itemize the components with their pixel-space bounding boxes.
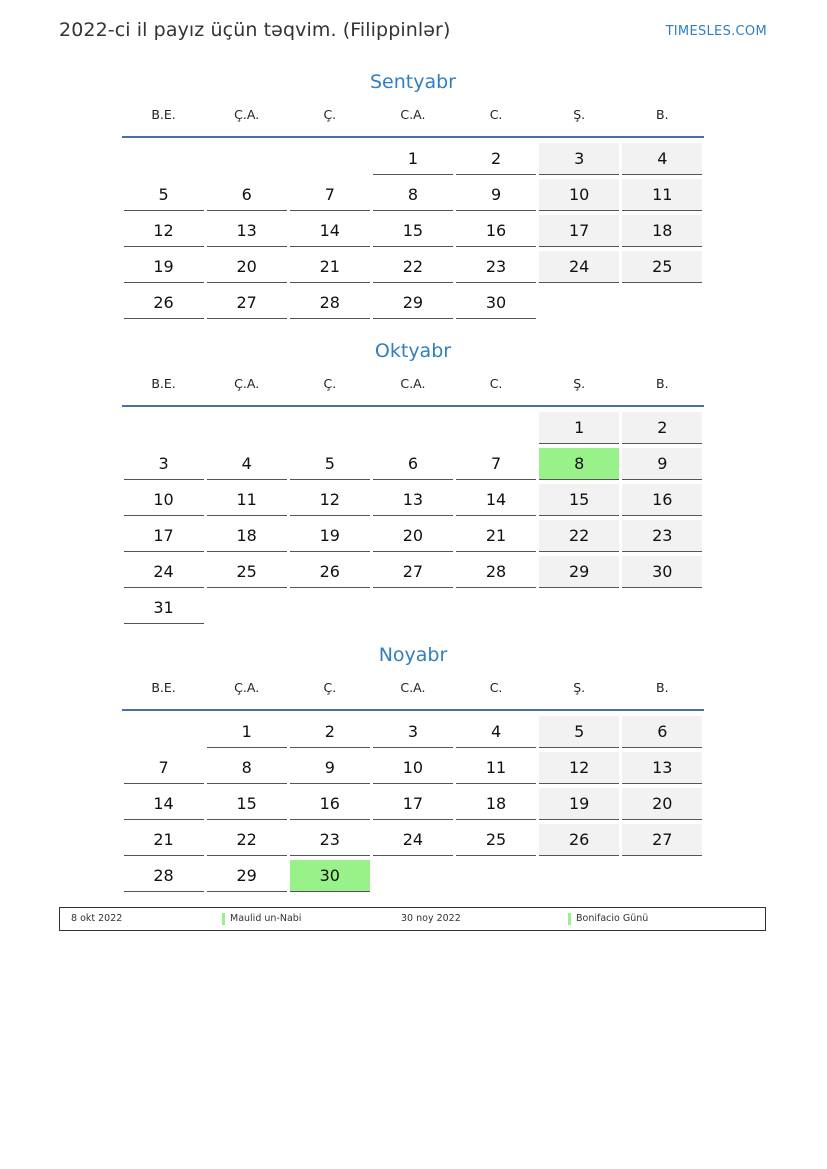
day-number: 16 — [290, 788, 370, 820]
day-number: 27 — [622, 824, 702, 856]
weekday-label: B. — [656, 107, 669, 122]
day-cell — [122, 484, 205, 520]
legend-date: 30 noy 2022 — [401, 913, 461, 924]
day-cell — [538, 520, 621, 556]
day-number: 1 — [373, 143, 453, 175]
day-number: 7 — [124, 752, 204, 784]
day-cell — [621, 251, 704, 287]
day-number: 6 — [622, 716, 702, 748]
day-number: 26 — [290, 556, 370, 588]
day-cell — [538, 412, 621, 448]
weekday-header — [122, 673, 704, 711]
weekday-label: Ç.A. — [234, 107, 260, 122]
empty-cell — [288, 143, 371, 179]
day-number: 10 — [373, 752, 453, 784]
day-cell — [538, 824, 621, 860]
day-cell — [288, 215, 371, 251]
day-number: 17 — [539, 215, 619, 247]
day-cell — [288, 520, 371, 556]
holiday-color-marker — [568, 913, 571, 925]
day-cell — [455, 520, 538, 556]
day-number: 30 — [456, 287, 536, 319]
day-cell — [288, 179, 371, 215]
day-number: 21 — [456, 520, 536, 552]
day-cell — [371, 448, 454, 484]
day-grid — [122, 716, 704, 896]
month-title: Noyabr — [378, 644, 448, 666]
weekday-label: B.E. — [151, 107, 176, 122]
day-cell — [205, 824, 288, 860]
day-number: 29 — [539, 556, 619, 588]
day-number: 4 — [207, 448, 287, 480]
weekday-header — [122, 100, 704, 138]
day-cell — [122, 752, 205, 788]
day-number: 16 — [622, 484, 702, 516]
day-number: 28 — [124, 860, 204, 892]
weekday-label: C.A. — [400, 376, 426, 391]
day-cell — [205, 860, 288, 896]
day-number: 9 — [456, 179, 536, 211]
month-october — [122, 337, 704, 628]
day-cell — [205, 556, 288, 592]
weekday-label: C. — [489, 107, 503, 122]
day-number: 22 — [539, 520, 619, 552]
day-number: 13 — [373, 484, 453, 516]
day-cell — [288, 556, 371, 592]
day-cell — [455, 556, 538, 592]
day-number: 16 — [456, 215, 536, 247]
day-cell — [288, 484, 371, 520]
day-cell — [205, 788, 288, 824]
day-number: 26 — [124, 287, 204, 319]
legend-holiday-name: Maulid un-Nabi — [230, 913, 302, 924]
site-link[interactable]: TIMESLES.COM — [665, 24, 767, 39]
day-cell — [621, 143, 704, 179]
weekday-label: Ş. — [573, 680, 586, 695]
day-cell — [122, 556, 205, 592]
weekday-label: B.E. — [151, 680, 176, 695]
day-cell — [538, 215, 621, 251]
holiday-day-cell — [288, 860, 371, 896]
empty-cell — [122, 412, 205, 448]
weekday-label: C.A. — [400, 107, 426, 122]
day-number: 19 — [124, 251, 204, 283]
day-number: 8 — [539, 448, 619, 480]
day-cell — [122, 287, 205, 323]
day-cell — [371, 752, 454, 788]
day-number: 2 — [456, 143, 536, 175]
day-number: 24 — [124, 556, 204, 588]
day-cell — [621, 412, 704, 448]
day-number: 4 — [622, 143, 702, 175]
day-number: 3 — [124, 448, 204, 480]
day-cell — [288, 824, 371, 860]
day-number: 31 — [124, 592, 204, 624]
day-number: 22 — [373, 251, 453, 283]
day-cell — [371, 484, 454, 520]
day-cell — [538, 752, 621, 788]
day-cell — [205, 448, 288, 484]
day-number: 23 — [622, 520, 702, 552]
day-number: 11 — [456, 752, 536, 784]
day-number: 18 — [456, 788, 536, 820]
day-cell — [371, 716, 454, 752]
day-cell — [122, 215, 205, 251]
day-number: 6 — [373, 448, 453, 480]
day-cell — [122, 179, 205, 215]
weekday-label: B.E. — [151, 376, 176, 391]
day-number: 28 — [456, 556, 536, 588]
day-number: 21 — [124, 824, 204, 856]
holiday-day-cell — [538, 448, 621, 484]
day-cell — [371, 788, 454, 824]
day-number: 1 — [539, 412, 619, 444]
day-cell — [621, 824, 704, 860]
day-grid — [122, 143, 704, 323]
day-number: 27 — [373, 556, 453, 588]
day-cell — [455, 143, 538, 179]
day-number: 12 — [539, 752, 619, 784]
day-cell — [455, 752, 538, 788]
day-cell — [538, 716, 621, 752]
month-title: Oktyabr — [374, 340, 452, 362]
day-number: 6 — [207, 179, 287, 211]
day-number: 12 — [124, 215, 204, 247]
day-cell — [371, 287, 454, 323]
day-number: 14 — [290, 215, 370, 247]
day-number: 20 — [373, 520, 453, 552]
day-number: 13 — [622, 752, 702, 784]
day-number: 14 — [124, 788, 204, 820]
day-cell — [205, 179, 288, 215]
day-cell — [538, 251, 621, 287]
day-cell — [205, 215, 288, 251]
day-number: 3 — [539, 143, 619, 175]
day-number: 25 — [456, 824, 536, 856]
day-cell — [538, 143, 621, 179]
day-cell — [621, 484, 704, 520]
day-number: 3 — [373, 716, 453, 748]
weekday-label: Ç. — [323, 107, 337, 122]
day-cell — [455, 788, 538, 824]
day-cell — [621, 752, 704, 788]
day-cell — [371, 251, 454, 287]
weekday-label: Ç.A. — [234, 376, 260, 391]
day-cell — [455, 287, 538, 323]
weekday-label: C. — [489, 376, 503, 391]
day-number: 5 — [290, 448, 370, 480]
day-number: 8 — [373, 179, 453, 211]
day-cell — [288, 251, 371, 287]
day-number: 15 — [539, 484, 619, 516]
empty-cell — [122, 716, 205, 752]
day-cell — [122, 824, 205, 860]
day-cell — [621, 716, 704, 752]
day-cell — [455, 215, 538, 251]
day-number: 11 — [622, 179, 702, 211]
day-cell — [122, 592, 205, 628]
day-number: 29 — [207, 860, 287, 892]
weekday-label: Ş. — [573, 376, 586, 391]
day-number: 23 — [456, 251, 536, 283]
month-september — [122, 68, 704, 323]
day-cell — [288, 716, 371, 752]
day-number: 28 — [290, 287, 370, 319]
day-cell — [455, 251, 538, 287]
day-cell — [621, 556, 704, 592]
day-cell — [122, 520, 205, 556]
day-number: 9 — [622, 448, 702, 480]
day-cell — [288, 287, 371, 323]
day-number: 18 — [207, 520, 287, 552]
day-cell — [122, 448, 205, 484]
weekday-label: C. — [489, 680, 503, 695]
day-number: 4 — [456, 716, 536, 748]
day-number: 17 — [373, 788, 453, 820]
day-number: 7 — [456, 448, 536, 480]
day-number: 11 — [207, 484, 287, 516]
empty-cell — [455, 412, 538, 448]
day-number: 18 — [622, 215, 702, 247]
day-number: 13 — [207, 215, 287, 247]
day-cell — [288, 788, 371, 824]
day-number: 24 — [539, 251, 619, 283]
weekday-label: B. — [656, 680, 669, 695]
day-number: 30 — [290, 860, 370, 892]
day-number: 19 — [539, 788, 619, 820]
day-number: 24 — [373, 824, 453, 856]
day-number: 2 — [622, 412, 702, 444]
day-number: 21 — [290, 251, 370, 283]
day-cell — [371, 179, 454, 215]
day-number: 20 — [207, 251, 287, 283]
day-number: 19 — [290, 520, 370, 552]
day-cell — [538, 179, 621, 215]
day-number: 25 — [207, 556, 287, 588]
day-number: 9 — [290, 752, 370, 784]
day-cell — [288, 752, 371, 788]
month-title: Sentyabr — [369, 71, 456, 93]
day-cell — [621, 788, 704, 824]
legend-holiday-name: Bonifacio Günü — [576, 913, 649, 924]
day-cell — [371, 520, 454, 556]
empty-cell — [205, 143, 288, 179]
day-cell — [205, 287, 288, 323]
day-cell — [371, 143, 454, 179]
day-cell — [455, 179, 538, 215]
day-number: 25 — [622, 251, 702, 283]
weekday-label: Ç.A. — [234, 680, 260, 695]
day-cell — [122, 251, 205, 287]
weekday-label: Ç. — [323, 376, 337, 391]
day-cell — [205, 484, 288, 520]
day-cell — [371, 824, 454, 860]
day-number: 1 — [207, 716, 287, 748]
weekday-label: Ç. — [323, 680, 337, 695]
day-number: 15 — [373, 215, 453, 247]
day-number: 10 — [539, 179, 619, 211]
day-number: 10 — [124, 484, 204, 516]
day-grid — [122, 412, 704, 628]
day-number: 22 — [207, 824, 287, 856]
day-number: 29 — [373, 287, 453, 319]
day-cell — [205, 752, 288, 788]
day-number: 30 — [622, 556, 702, 588]
day-cell — [455, 716, 538, 752]
day-number: 20 — [622, 788, 702, 820]
month-november — [122, 641, 704, 896]
empty-cell — [371, 412, 454, 448]
day-cell — [621, 179, 704, 215]
day-cell — [288, 448, 371, 484]
day-cell — [538, 788, 621, 824]
day-cell — [371, 215, 454, 251]
day-cell — [538, 484, 621, 520]
day-number: 7 — [290, 179, 370, 211]
day-cell — [455, 448, 538, 484]
holiday-color-marker — [222, 913, 225, 925]
day-cell — [205, 520, 288, 556]
day-cell — [538, 556, 621, 592]
legend-date: 8 okt 2022 — [71, 913, 123, 924]
day-cell — [455, 484, 538, 520]
day-number: 23 — [290, 824, 370, 856]
day-cell — [455, 824, 538, 860]
day-number: 17 — [124, 520, 204, 552]
page-title: 2022-ci il payız üçün təqvim. (Filippinlər) — [59, 19, 451, 41]
day-number: 2 — [290, 716, 370, 748]
holiday-legend — [59, 907, 766, 931]
day-number: 12 — [290, 484, 370, 516]
day-cell — [122, 788, 205, 824]
empty-cell — [205, 412, 288, 448]
day-number: 5 — [539, 716, 619, 748]
day-cell — [621, 520, 704, 556]
weekday-label: B. — [656, 376, 669, 391]
day-number: 26 — [539, 824, 619, 856]
day-number: 5 — [124, 179, 204, 211]
day-cell — [621, 215, 704, 251]
empty-cell — [122, 143, 205, 179]
day-number: 8 — [207, 752, 287, 784]
empty-cell — [288, 412, 371, 448]
day-cell — [205, 251, 288, 287]
weekday-label: Ş. — [573, 107, 586, 122]
weekday-header — [122, 369, 704, 407]
day-cell — [122, 860, 205, 896]
weekday-label: C.A. — [400, 680, 426, 695]
day-cell — [371, 556, 454, 592]
day-number: 15 — [207, 788, 287, 820]
day-cell — [205, 716, 288, 752]
day-cell — [621, 448, 704, 484]
day-number: 27 — [207, 287, 287, 319]
day-number: 14 — [456, 484, 536, 516]
